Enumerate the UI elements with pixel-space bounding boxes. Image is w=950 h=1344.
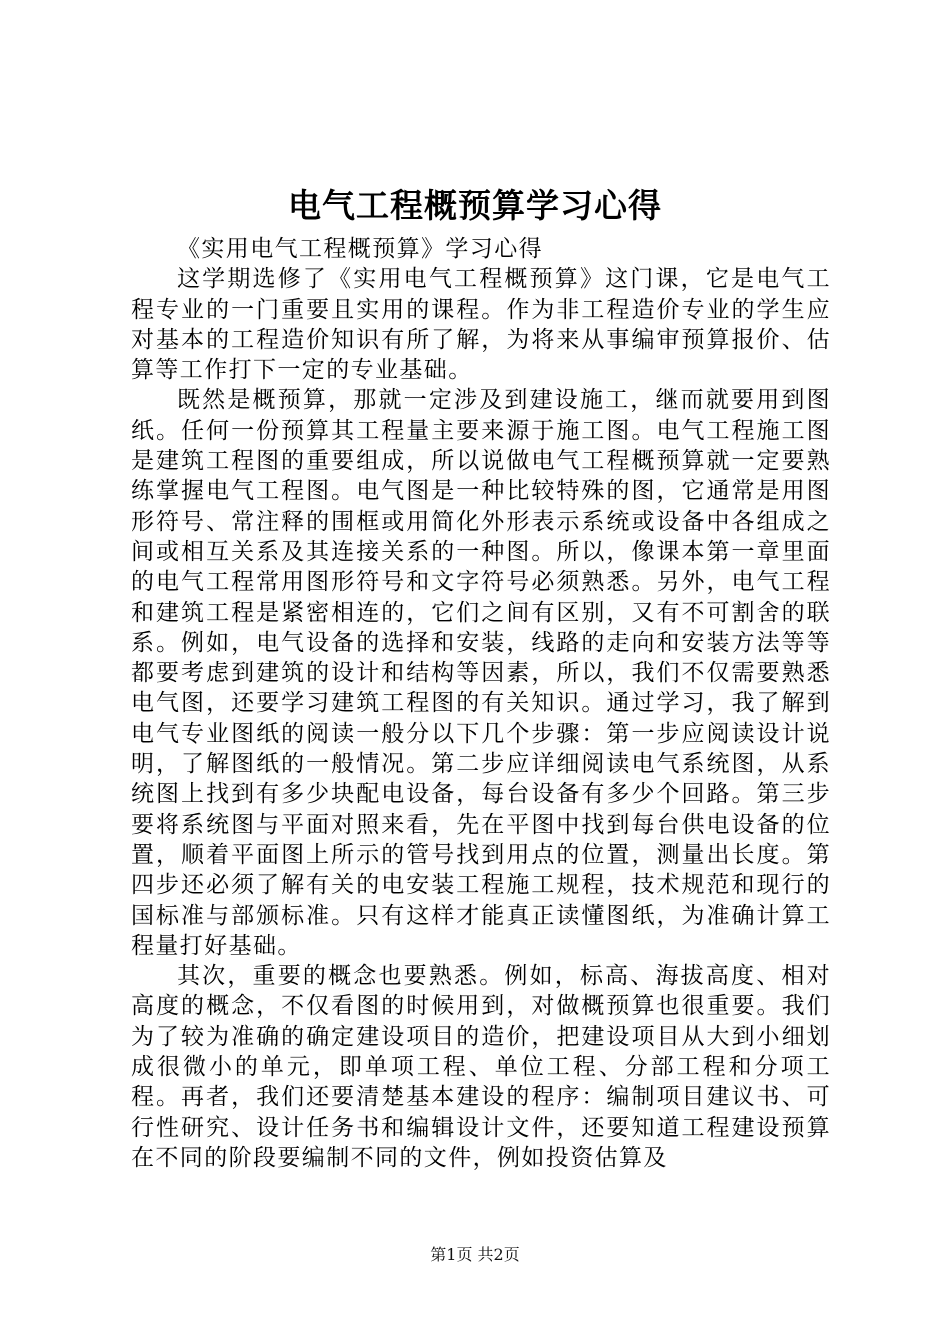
paragraph: 这学期选修了《实用电气工程概预算》这门课，它是电气工程专业的一门重要且实用的课程。作为非工程造价专业的学生应对基本的工程造价知识有所了解，为将来从事编审预算报价、估算等工作打下一定的专业基础。 [131,266,831,384]
paragraph-subtitle: 《实用电气工程概预算》学习心得 [177,236,543,262]
document-title: 电气工程概预算学习心得 [288,186,662,225]
paragraph: 其次，重要的概念也要熟悉。例如，标高、海拔高度、相对高度的概念，不仅看图的时候用到，对做概预算也很重要。我们为了较为准确的确定建设项目的造价，把建设项目从大到小细划成很微小的单元，即单项工程、单位工程、分部工程和分项工程。再者，我们还要清楚基本建设的程序：编制项目建议书、可行性研究、设计任务书和编辑设计文件，还要知道工程建设预算在不同的阶段要编制不同的文件，例如投资估算及 [131,963,831,1171]
paragraph: 既然是概预算，那就一定涉及到建设施工，继而就要用到图纸。任何一份预算其工程量主要来源于施工图。电气工程施工图是建筑工程图的重要组成，所以说做电气工程概预算就一定要熟练掌握电气工程图。电气图是一种比较特殊的图，它通常是用图形符号、常注释的围框或用简化外形表示系统或设备中各组成之间或相互关系及其连接关系的一种图。所以，像课本第一章里面的电气工程常用图形符号和文字符号必须熟悉。另外，电气工程和建筑工程是紧密相连的，它们之间有区别，又有不可割舍的联系。例如，电气设备的选择和安装，线路的走向和安装方法等等都要考虑到建筑的设计和结构等因素，所以，我们不仅需要熟悉电气图，还要学习建筑工程图的有关知识。通过学习，我了解到电气专业图纸的阅读一般分以下几个步骤：第一步应阅读设计说明，了解图纸的一般情况。第二步应详细阅读电气系统图，从系统图上找到有多少块配电设备，每台设备有多少个回路。第三步要将系统图与平面对照来看，先在平图中找到每台供电设备的位置，顺着平面图上所示的管号找到用点的位置，测量出长度。第四步还必须了解有关的电安装工程施工规程，技术规范和现行的国标准与部颁标准。只有这样才能真正读懂图纸，为准确计算工程量打好基础。 [131,387,831,959]
document-body [131,234,831,1173]
page-number-footer: 第1页 共2页 [430,1245,520,1264]
